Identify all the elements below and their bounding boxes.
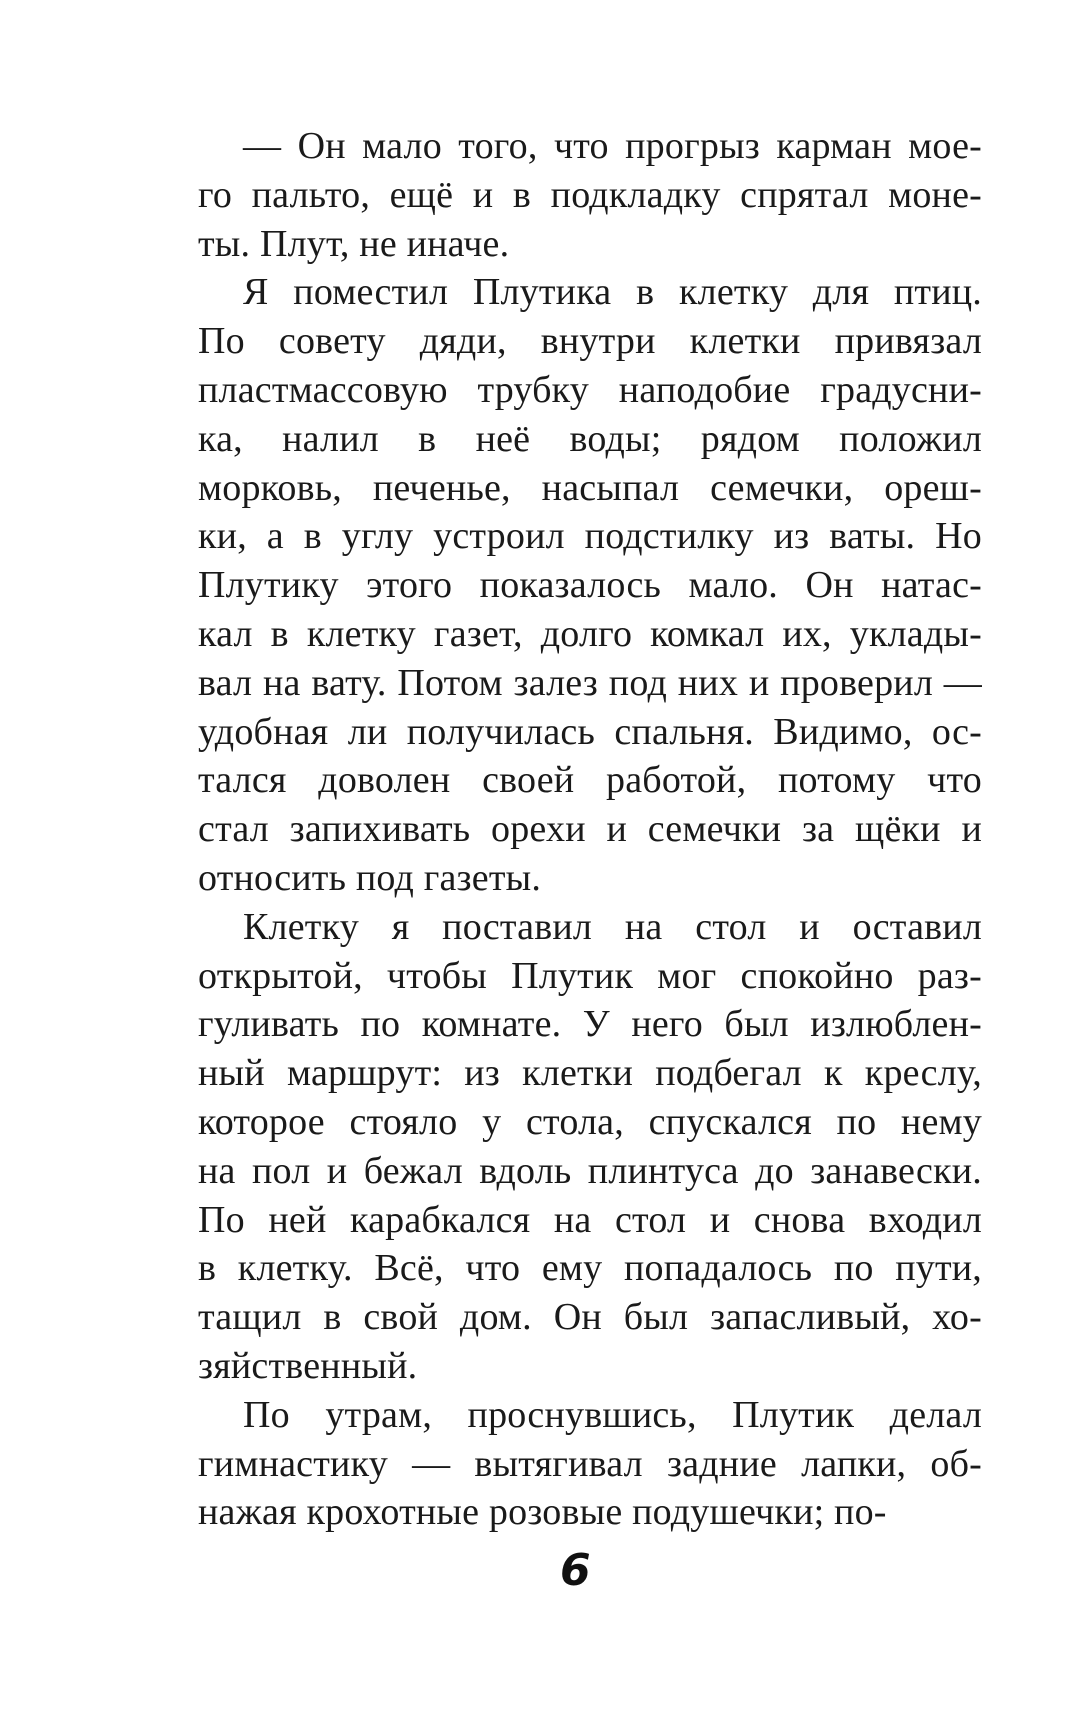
text-line: По утрам, проснувшись, Плутик делал xyxy=(243,1393,982,1436)
text-line: которое стояло у стола, спускался по нему xyxy=(198,1100,982,1143)
text-line: удобная ли получилась спальня. Видимо, ос- xyxy=(198,710,982,753)
text-line: — Он мало того, что прогрыз карман мое- xyxy=(243,125,982,167)
paragraph xyxy=(198,268,982,902)
text-line: Плутику этого показалось мало. Он натас- xyxy=(198,564,982,607)
text-line: тащил в свой дом. Он был запасливый, хо- xyxy=(198,1296,982,1339)
paragraph xyxy=(198,122,982,268)
text-line: тался доволен своей работой, потому что xyxy=(198,759,982,802)
body-text xyxy=(198,122,982,1537)
text-line: По ней карабкался на стол и снова входил xyxy=(198,1198,982,1241)
text-line: гуливать по комнате. У него был излюблен- xyxy=(198,1003,982,1046)
text-line: Я поместил Плутика в клетку для птиц. xyxy=(243,271,982,314)
paragraph xyxy=(198,1391,982,1537)
text-line: на пол и бежал вдоль плинтуса до занавески. xyxy=(198,1149,982,1192)
text-line: нажая крохотные розовые подушечки; по- xyxy=(198,1491,887,1534)
text-line: Клетку я поставил на стол и оставил xyxy=(243,905,982,948)
text-line: гимнастику — вытягивал задние лапки, об- xyxy=(198,1442,982,1485)
text-line: зяйственный. xyxy=(198,1344,418,1387)
text-line: ки, а в углу устроил подстилку из ваты. Но xyxy=(198,515,982,558)
text-line: в клетку. Всё, что ему попадалось по пути, xyxy=(198,1247,982,1290)
text-line: стал запихивать орехи и семечки за щёки и xyxy=(198,808,982,851)
text-line: кал в клетку газет, долго комкал их, уклады- xyxy=(198,612,982,655)
text-line: ты. Плут, не иначе. xyxy=(198,222,510,265)
text-line: открытой, чтобы Плутик мог спокойно раз- xyxy=(198,954,982,997)
text-line: ка, налил в неё воды; рядом положил xyxy=(198,417,982,460)
text-line: морковь, печенье, насыпал семечки, ореш- xyxy=(198,466,982,509)
text-line: го пальто, ещё и в подкладку спрятал моне- xyxy=(198,173,982,216)
text-line: пластмассовую трубку наподобие градусни- xyxy=(198,368,982,411)
paragraph xyxy=(198,903,982,1391)
text-line: относить под газеты. xyxy=(198,856,542,899)
text-line: вал на вату. Потом залез под них и проверил — xyxy=(198,661,982,704)
text-line: По совету дяди, внутри клетки привязал xyxy=(198,320,982,363)
text-line: ный маршрут: из клетки подбегал к креслу, xyxy=(198,1052,982,1095)
page-number: 6 xyxy=(560,1545,591,1596)
